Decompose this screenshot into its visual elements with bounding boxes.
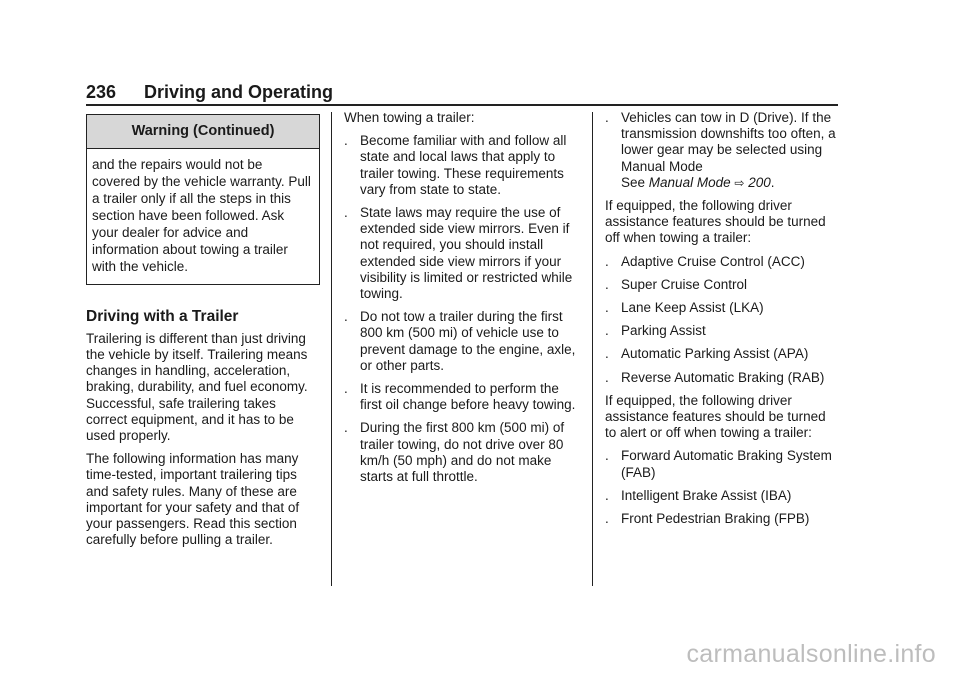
bullet-marker: . [605, 487, 609, 503]
list-item-text: Reverse Automatic Braking (RAB) [621, 369, 825, 385]
list-item [605, 488, 840, 504]
list-item-text: Automatic Parking Assist (APA) [621, 346, 809, 362]
list-item [344, 381, 579, 413]
paragraph-trailering-intro: Trailering is different than just driving the vehicle by itself. Trailering means changes in handling, acceleration, braking, durability, and fuel economy. Successful, safe trailering takes correct equipment, and it has to be used properly. [86, 330, 308, 443]
list-item-text: Parking Assist [621, 323, 706, 339]
list-item-text: Forward Automatic Braking System (FAB) [621, 448, 832, 480]
warning-title: Warning (Continued) [87, 115, 319, 149]
page-reference-arrow-icon: ⇨ [734, 175, 745, 190]
drive-bullet-list [605, 110, 840, 191]
list-item [605, 346, 840, 362]
bullet-marker: . [605, 511, 609, 527]
section-title: Driving and Operating [144, 82, 334, 102]
bullet-marker: . [344, 420, 348, 436]
header-divider [86, 104, 838, 106]
list-item [605, 110, 840, 191]
list-item-text: During the first 800 km (500 mi) of trailer towing, do not drive over 80 km/h (50 mph) and do not make starts at full throttle. [360, 420, 565, 485]
list-item-text: Vehicles can tow in D (Drive). If the transmission downshifts too often, a lower gear may be selected using Manual Mode [621, 110, 836, 174]
list-item-text: Do not tow a trailer during the first 800 km (500 mi) of vehicle use to prevent damage to the engine, axle, or other parts. [360, 309, 576, 373]
list-item [605, 277, 840, 293]
subsection-heading: Driving with a Trailer [86, 307, 239, 325]
column-divider-1 [331, 112, 332, 586]
list-item-text: Adaptive Cruise Control (ACC) [621, 253, 805, 269]
warning-box [86, 114, 320, 285]
column-1 [86, 110, 320, 555]
list-item [605, 323, 840, 339]
list-item [605, 254, 840, 270]
column-divider-2 [592, 112, 593, 586]
paragraph-features-alert: If equipped, the following driver assistance features should be turned to alert or off when towing a trailer: [605, 392, 826, 441]
towing-intro: When towing a trailer: [344, 110, 475, 125]
bullet-marker: . [605, 369, 609, 385]
towing-bullet-list [344, 133, 579, 485]
page-header [86, 82, 838, 104]
list-item [344, 309, 579, 374]
list-item [344, 420, 579, 485]
list-item-text: Front Pedestrian Braking (FPB) [621, 511, 810, 527]
bullet-marker: . [605, 110, 609, 125]
list-item-text: Super Cruise Control [621, 276, 748, 292]
see-label: See [621, 174, 646, 190]
bullet-marker: . [605, 253, 609, 269]
paragraph-trailering-tips: The following information has many time-tested, important trailering tips and safety rules. Many of these are important for your safety and that of your passengers. Read this section carefully before pulling a trailer. [86, 451, 300, 548]
features-off-list [605, 254, 840, 386]
list-item [605, 300, 840, 316]
column-3 [605, 110, 840, 534]
manual-mode-reference-link[interactable]: Manual Mode [648, 174, 731, 190]
list-item-text: Become familiar with and follow all state and local laws that apply to trailer towing. These requirements vary from state to state. [360, 133, 567, 197]
list-item-text: It is recommended to perform the first oil change before heavy towing. [360, 381, 576, 413]
reference-period: . [770, 174, 775, 190]
list-item [344, 205, 579, 302]
list-item [605, 370, 840, 386]
paragraph-features-off: If equipped, the following driver assistance features should be turned off when towing a trailer: [605, 198, 826, 246]
features-alert-list [605, 448, 840, 527]
list-item-text: Intelligent Brake Assist (IBA) [621, 487, 792, 503]
bullet-marker: . [605, 323, 609, 339]
watermark: carmanualsonline.info [686, 640, 936, 668]
bullet-marker: . [344, 205, 348, 221]
page-number: 236 [86, 82, 117, 102]
bullet-marker: . [344, 309, 348, 325]
list-item [344, 133, 579, 198]
bullet-marker: . [605, 448, 609, 464]
bullet-marker: . [344, 381, 348, 397]
bullet-marker: . [605, 276, 609, 292]
reference-page-number[interactable]: 200 [748, 174, 771, 190]
column-2 [344, 110, 579, 492]
bullet-marker: . [605, 300, 609, 316]
warning-body: and the repairs would not be covered by the vehicle warranty. Pull a trailer only if all the steps in this section have been followed. Ask your dealer for advice and information about towing a trailer with the vehicle. [92, 157, 311, 274]
list-item [605, 511, 840, 527]
bullet-marker: . [344, 133, 348, 149]
list-item-text: Lane Keep Assist (LKA) [621, 300, 764, 316]
bullet-marker: . [605, 346, 609, 362]
list-item [605, 448, 840, 480]
list-item-text: State laws may require the use of extended side view mirrors. Even if not required, you should install extended side view mirrors if your visibility is limited or restricted while towing. [360, 205, 573, 302]
